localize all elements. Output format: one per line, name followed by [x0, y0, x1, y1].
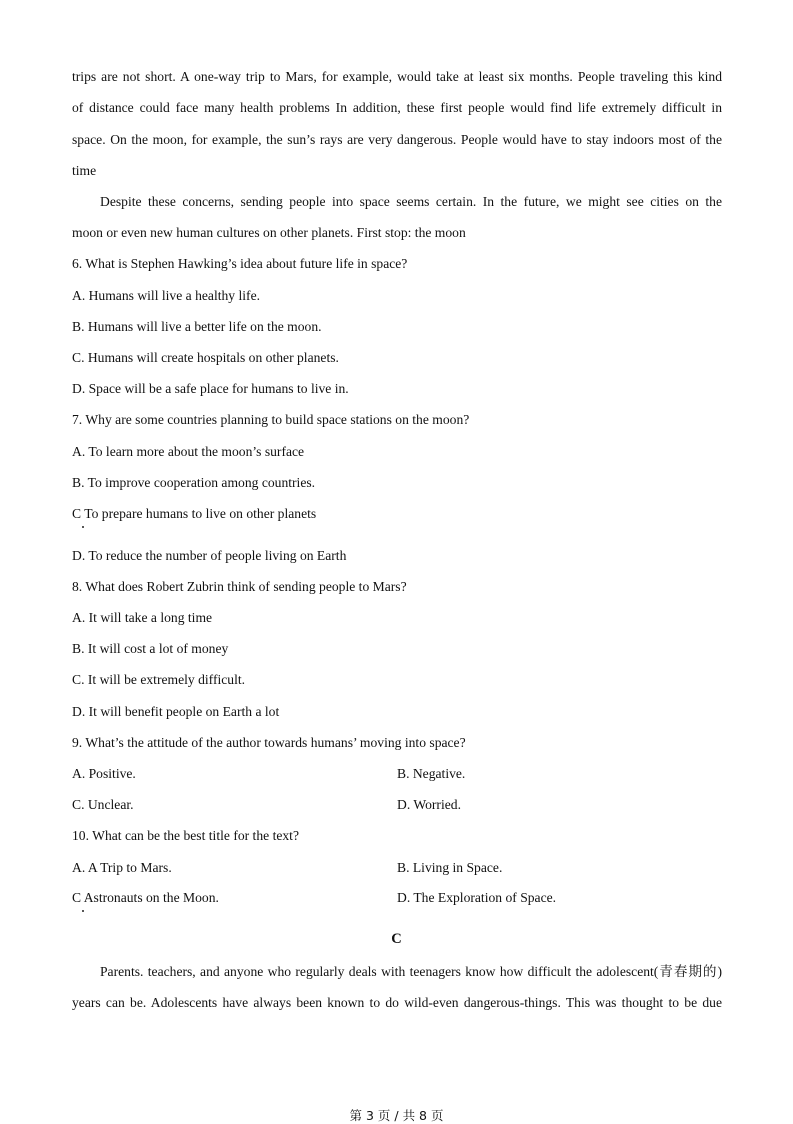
passage-para2-line-2: moon or even new human cultures on other planets. First stop: the moon: [72, 225, 466, 240]
question-7-stem: 7. Why are some countries planning to build space stations on the moon?: [72, 412, 470, 427]
section-c-line-2: years can be. Adolescents have always been known to do wild-even dangerous-things. This was thought to be due: [72, 995, 722, 1010]
question-7-option-a: A. To learn more about the moon’s surface: [72, 444, 305, 459]
question-8-option-d: D. It will benefit people on Earth a lot: [72, 704, 280, 719]
question-6-option-a: A. Humans will live a healthy life.: [72, 288, 261, 303]
page-number-footer: 第 3 页 / 共 8 页: [349, 1108, 444, 1123]
option-c-dot-mark: [82, 526, 84, 528]
question-8-option-b: B. It will cost a lot of money: [72, 641, 229, 656]
question-7-option-d: D. To reduce the number of people living on Earth: [72, 548, 347, 563]
question-10-option-c: C Astronauts on the Moon.: [72, 890, 219, 905]
section-c-line-1: Parents. teachers, and anyone who regularly deals with teenagers know how difficult the adolescent(青春期的): [100, 964, 722, 979]
question-10-option-d: D. The Exploration of Space.: [397, 890, 557, 905]
question-7-option-c: C To prepare humans to live on other planets: [72, 506, 317, 521]
passage-line-1: trips are not short. A one-way trip to Mars, for example, would take at least six months. People traveling this kind: [72, 69, 722, 84]
option-c-dot-mark: [82, 910, 84, 912]
question-8-option-a: A. It will take a long time: [72, 610, 213, 625]
question-9-option-a: A. Positive.: [72, 766, 136, 781]
question-8-stem: 8. What does Robert Zubrin think of sending people to Mars?: [72, 579, 407, 594]
passage-para2-line-1: Despite these concerns, sending people into space seems certain. In the future, we might see cities on the: [100, 194, 722, 209]
passage-line-3: space. On the moon, for example, the sun’s rays are very dangerous. People would have to stay indoors most of the: [72, 132, 722, 147]
question-6-option-d: D. Space will be a safe place for humans to live in.: [72, 381, 349, 396]
question-10-option-b: B. Living in Space.: [397, 860, 503, 875]
question-6-option-c: C. Humans will create hospitals on other planets.: [72, 350, 339, 365]
question-6-stem: 6. What is Stephen Hawking’s idea about future life in space?: [72, 256, 408, 271]
passage-line-2: of distance could face many health problems In addition, these first people would find life extremely difficult in: [72, 100, 722, 115]
question-8-option-c: C. It will be extremely difficult.: [72, 672, 246, 687]
question-9-option-c: C. Unclear.: [72, 797, 134, 812]
section-heading: C: [391, 931, 402, 947]
passage-line-4: time: [72, 163, 97, 178]
question-7-option-b: B. To improve cooperation among countries.: [72, 475, 316, 490]
question-10-option-a: A. A Trip to Mars.: [72, 860, 172, 875]
question-10-stem: 10. What can be the best title for the text?: [72, 828, 299, 843]
question-6-option-b: B. Humans will live a better life on the moon.: [72, 319, 322, 334]
question-9-option-d: D. Worried.: [397, 797, 461, 812]
question-9-stem: 9. What’s the attitude of the author towards humans’ moving into space?: [72, 735, 466, 750]
question-9-option-b: B. Negative.: [397, 766, 466, 781]
